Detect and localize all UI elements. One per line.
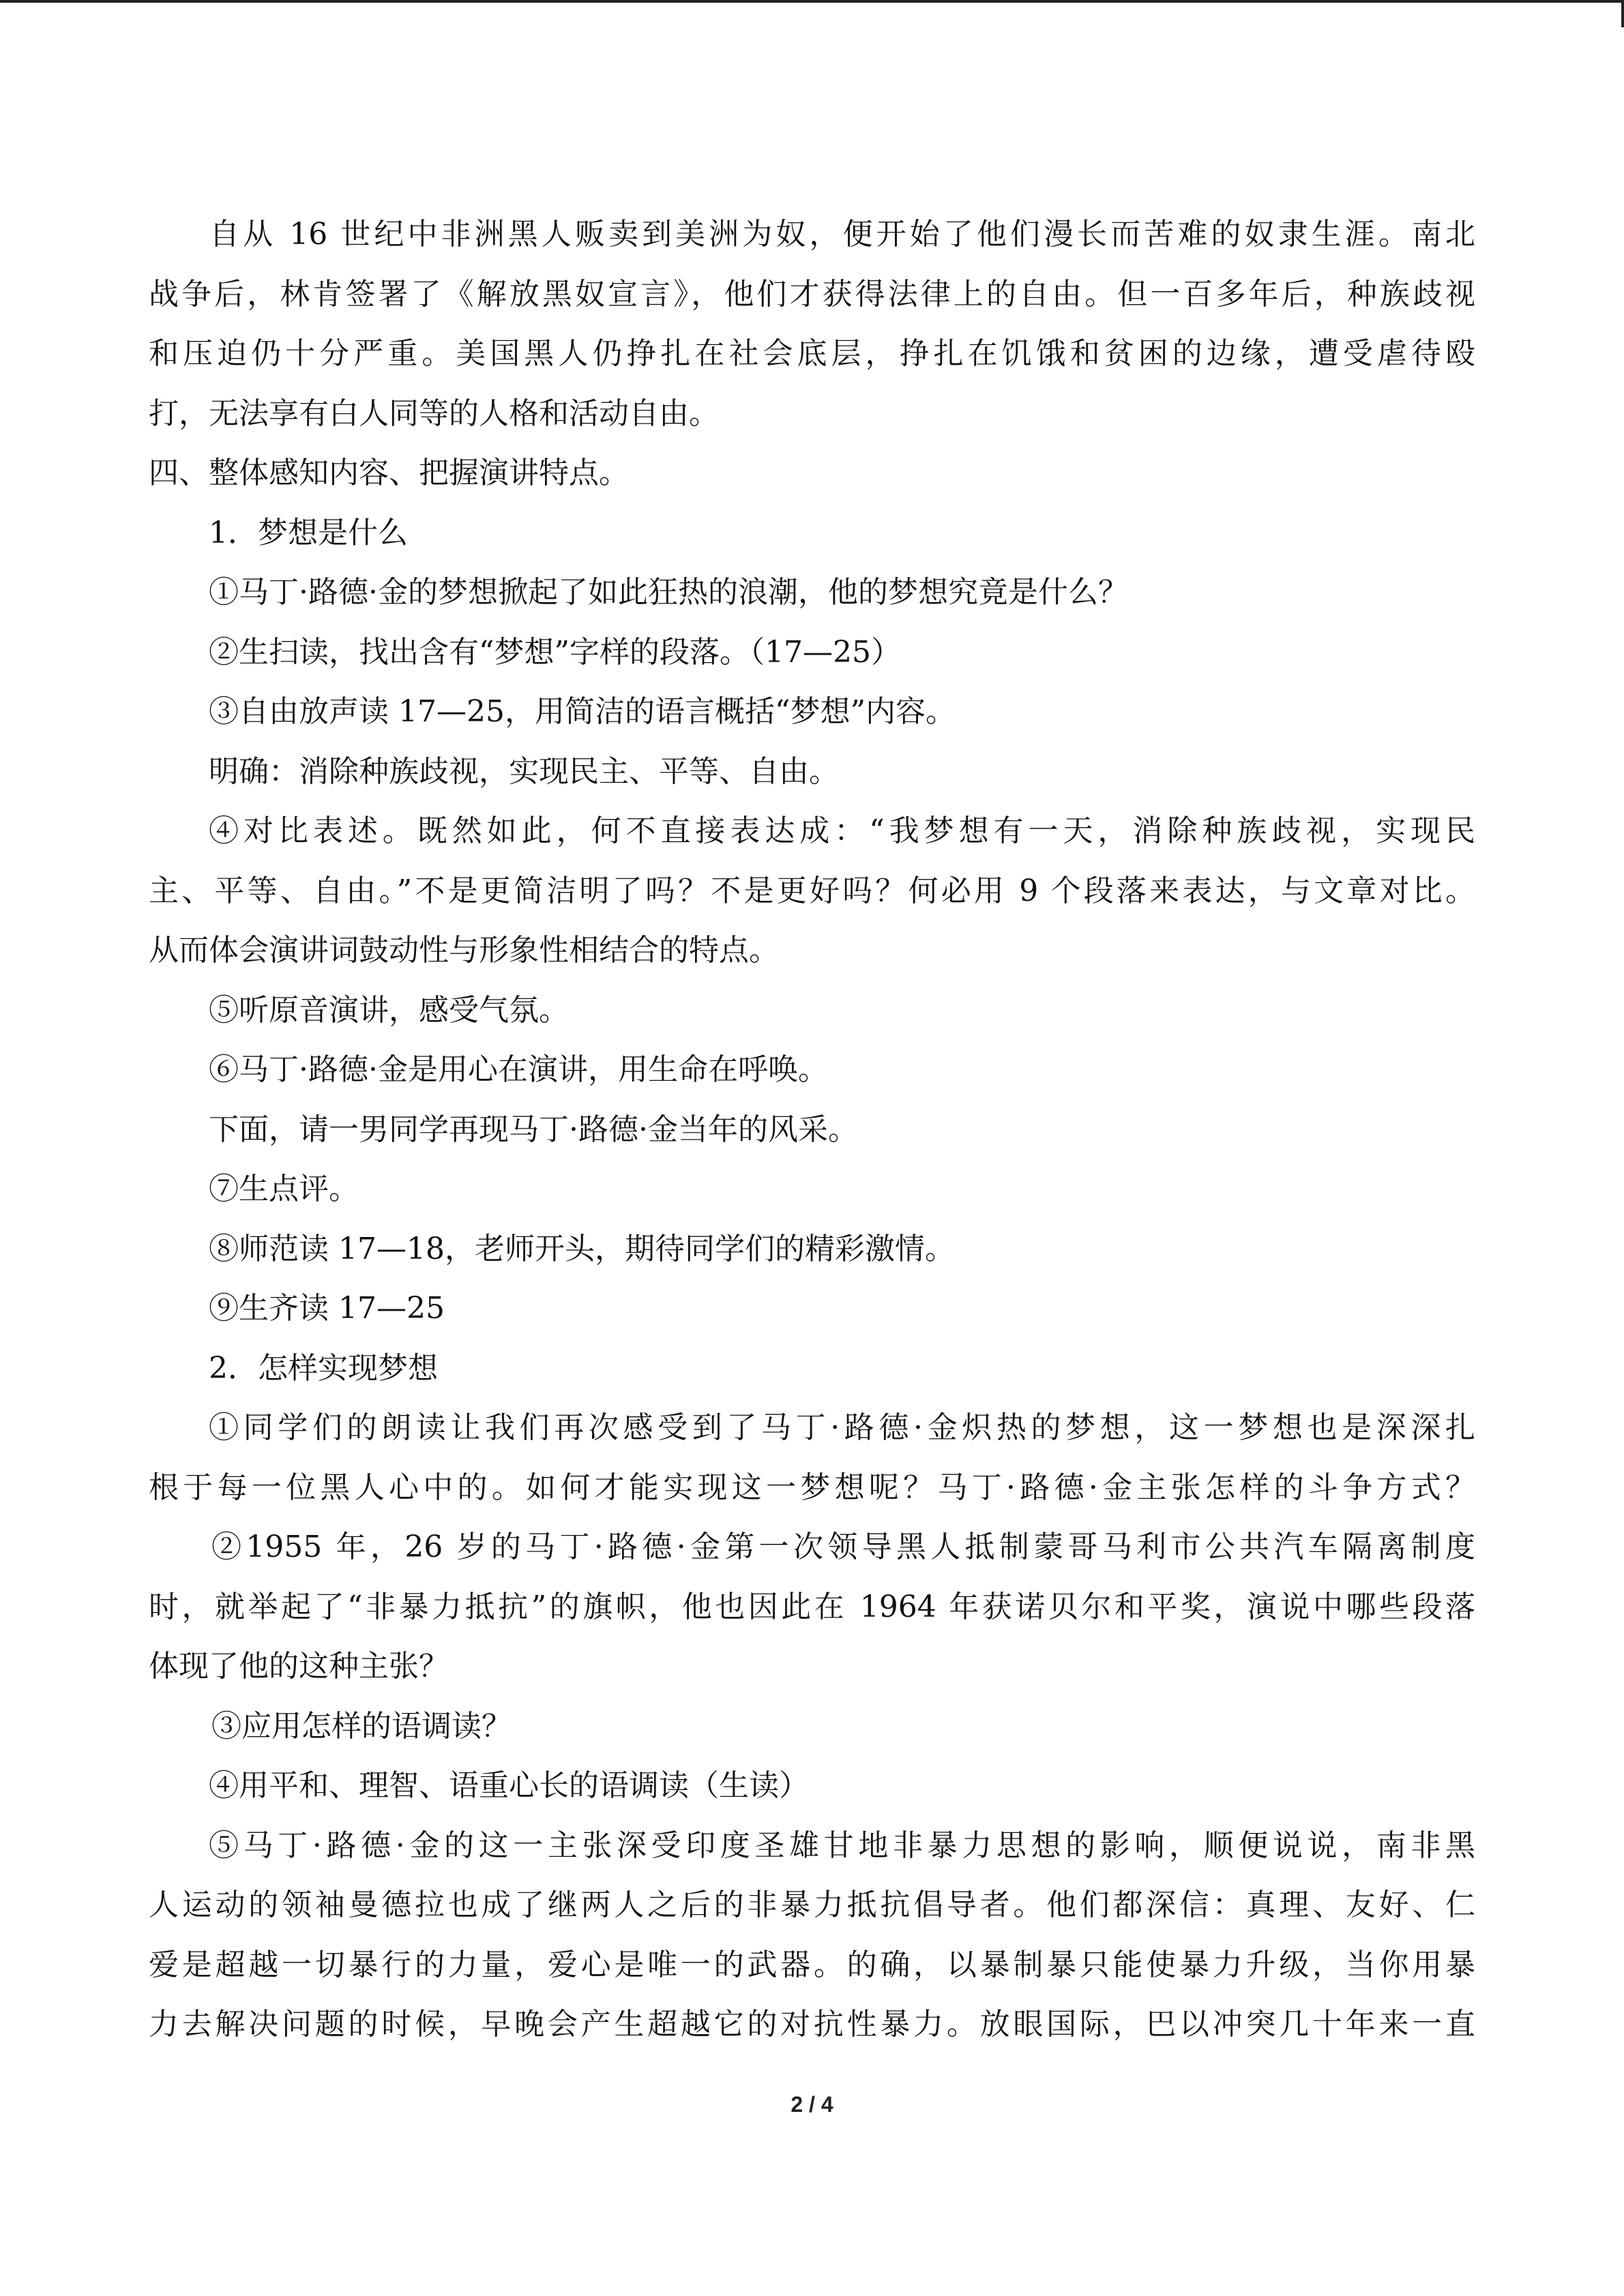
paragraph-line: ⑨生齐读 17—25: [209, 1291, 445, 1326]
paragraph-line: 从而体会演讲词鼓动性与形象性相结合的特点。: [149, 933, 779, 968]
paragraph-line: 力去解决问题的时候，早晚会产生超越它的对抗性暴力。放眼国际，巴以冲突几十年来一直: [149, 2007, 1475, 2042]
paragraph-line: ⑧师范读 17—18，老师开头，期待同学们的精彩激情。: [209, 1231, 955, 1266]
paragraph-line: 打，无法享有白人同等的人格和活动自由。: [149, 396, 719, 431]
paragraph-line: ③应用怎样的语调读？: [211, 1708, 512, 1744]
paragraph-line: ③自由放声读 17—25，用简洁的语言概括“梦想”内容。: [209, 694, 956, 729]
paragraph-line: ④用平和、理智、语重心长的语调读（生读）: [209, 1768, 809, 1803]
page-right-border: [1621, 0, 1624, 27]
paragraph-line: ④对比表述。既然如此，何不直接表达成：“我梦想有一天，消除种族歧视，实现民: [209, 814, 1475, 848]
paragraph-line: 战争后，林肯签署了《解放黑奴宣言》，他们才获得法律上的自由。但一百多年后，种族歧视: [149, 276, 1475, 312]
paragraph-line: ①马丁·路德·金的梦想掀起了如此狂热的浪潮，他的梦想究竟是什么？: [209, 575, 1128, 610]
section-heading: 四、整体感知内容、把握演讲特点。: [149, 456, 629, 490]
page-top-border: [0, 0, 1624, 3]
paragraph-line: 爱是超越一切暴行的力量，爱心是唯一的武器。的确，以暴制暴只能使暴力升级，当你用暴: [149, 1947, 1475, 1982]
paragraph-line: ⑦生点评。: [209, 1172, 359, 1206]
paragraph-line: 自从 16 世纪中非洲黑人贩卖到美洲为奴，便开始了他们漫长而苦难的奴隶生涯。南北: [209, 217, 1475, 252]
paragraph-line: ②1955 年，26 岁的马丁·路德·金第一次领导黑人抵制蒙哥马利市公共汽车隔离制度: [211, 1530, 1475, 1564]
page-number: 2 / 4: [791, 2092, 833, 2117]
document-body: [149, 205, 1475, 2055]
paragraph-line: 体现了他的这种主张？: [149, 1649, 449, 1684]
paragraph-line: ⑤马丁·路德·金的这一主张深受印度圣雄甘地非暴力思想的影响，顺便说说，南非黑: [209, 1828, 1475, 1863]
paragraph-line: 根于每一位黑人心中的。如何才能实现这一梦想呢？马丁·路德·金主张怎样的斗争方式？: [149, 1470, 1475, 1505]
paragraph-line: 主、平等、自由。”不是更简洁明了吗？不是更好吗？何必用 9 个段落来表达，与文章对比。: [149, 873, 1475, 908]
paragraph-line: ①同学们的朗读让我们再次感受到了马丁·路德·金炽热的梦想，这一梦想也是深深扎: [209, 1410, 1475, 1445]
paragraph-line: ②生扫读，找出含有“梦想”字样的段落。（17—25）: [209, 634, 901, 670]
subsection-heading: 1．梦想是什么: [209, 515, 408, 550]
paragraph-line: 明确：消除种族歧视，实现民主、平等、自由。: [209, 754, 839, 789]
paragraph-line: 时，就举起了“非暴力抵抗”的旗帜，他也因此在 1964 年获诺贝尔和平奖，演说中哪些段落: [149, 1589, 1475, 1624]
paragraph-line: 人运动的领袖曼德拉也成了继两人之后的非暴力抵抗倡导者。他们都深信：真理、友好、仁: [149, 1888, 1475, 1922]
paragraph-line: 和压迫仍十分严重。美国黑人仍挣扎在社会底层，挣扎在饥饿和贫困的边缘，遭受虐待殴: [149, 336, 1475, 371]
paragraph-line: 下面，请一男同学再现马丁·路德·金当年的风采。: [209, 1112, 858, 1147]
paragraph-line: ⑤听原音演讲，感受气氛。: [209, 992, 569, 1028]
paragraph-line: ⑥马丁·路德·金是用心在演讲，用生命在呼唤。: [209, 1052, 828, 1087]
subsection-heading: 2．怎样实现梦想: [209, 1350, 438, 1386]
